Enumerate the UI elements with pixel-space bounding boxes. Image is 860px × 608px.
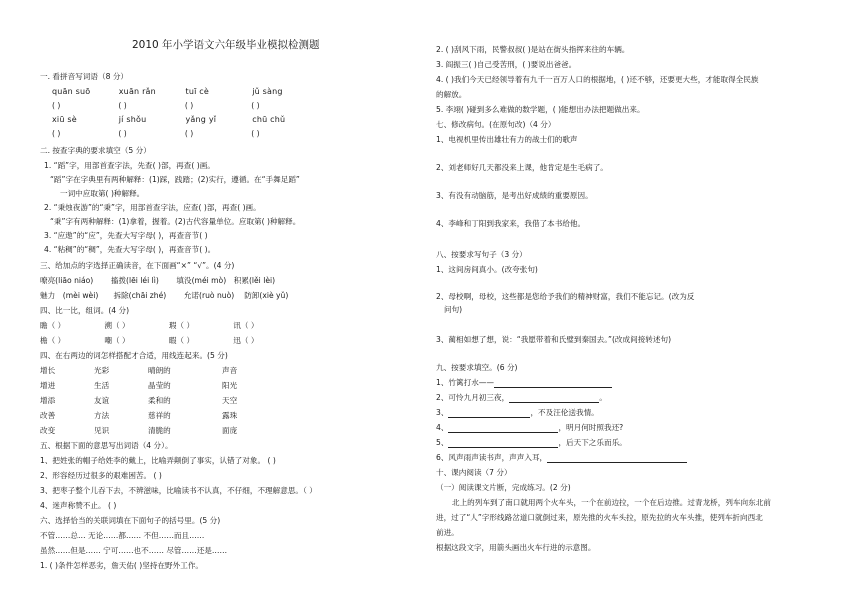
match-word: 见识 (94, 426, 110, 435)
subsection-heading: （一）阅读课文片断，完成练习。(2 分) (436, 483, 571, 492)
match-row (40, 366, 262, 376)
question-line: 1. ( )条件怎样恶劣，詹天佑( )坚持在野外工作。 (40, 561, 204, 570)
reading-paragraph: 根据这段文字，用箭头画出火车行进的示意图。 (436, 543, 596, 552)
question-line: “秉”字有两种解释：(1)拿着，握着。(2)古代容量单位。应取第( )种解释。 (50, 217, 301, 226)
question-line: 1、把姓张的帽子给姓李的戴上，比喻弄颠倒了事实，认错了对象。 ( ) (40, 456, 276, 465)
fill-prompt: 6、风声雨声读书声，声声入耳， (436, 453, 548, 462)
question-line: “蹈”字在字典里有两种解释：(1)踩，践踏；(2)实行，遵循。在“手舞足蹈” (50, 175, 300, 184)
question-line: 1. “蹈”字，用部首查字法，先查( )部，再查( )画。 (44, 161, 215, 170)
compare-item: 瞻（ ） (40, 321, 66, 330)
section-5-heading: 四、在右两边的词怎样搭配才合适，用线连起来。(5 分) (40, 351, 228, 360)
pinyin: jí shǒu (118, 115, 147, 124)
answer-bracket[interactable]: ( ) (52, 101, 61, 110)
match-word: 慈祥的 (148, 411, 171, 420)
match-word: 阳光 (222, 381, 238, 390)
section-11-heading: 十、课内阅读（7 分） (436, 468, 512, 477)
compare-item: 瑕（ ） (168, 321, 195, 330)
fill-line: 2、可怜九月初三夜， 。 (436, 393, 607, 402)
answer-blank[interactable] (509, 394, 599, 403)
fill-line (436, 378, 612, 388)
reading-paragraph: 进，过了“人”字形线路岔道口就倒过来，原先推的火车头拉，原先拉的火车头推，使列车折向西北 (436, 513, 763, 522)
question-line: 3、有没有动脑筋，是考出好成绩的重要原因。 (436, 191, 593, 200)
pinyin: chū chǔ (252, 115, 286, 124)
question-line: 3. 阎振三( )自己受苦刑，( )要说出爸爸。 (436, 60, 577, 69)
compare-item: 溯（ ） (104, 321, 130, 330)
question-line: 3、把枣子整个儿吞下去，不辨滋味，比喻读书不认真，不仔细，不理解意思。（ ） (40, 486, 317, 495)
pinyin: xuān rǎn (118, 87, 156, 96)
answer-blank[interactable] (448, 409, 530, 418)
section-6-heading: 五、根据下面的意思写出词语（4 分）。 (40, 441, 173, 450)
compare-item: 讯（ ） (233, 321, 259, 330)
answer-bracket[interactable]: ( ) (52, 129, 61, 138)
question-line: 3. “应遨”的“应”，先查大写字母( )，再查音节( ) (44, 231, 208, 240)
fill-prompt: 1、竹篱打水—— (436, 378, 494, 387)
match-row (40, 381, 262, 391)
pinyin: yǎng yǐ (185, 115, 217, 124)
answer-bracket[interactable]: ( ) (251, 101, 260, 110)
section-9-heading: 八、按要求写句子（3 分） (436, 250, 527, 259)
question-line: 的解放。 (436, 90, 467, 99)
question-line: 1、电视机里传出雄壮有力的战士们的歌声 (436, 135, 578, 144)
match-word: 声音 (222, 366, 238, 375)
match-row (40, 396, 262, 406)
match-word: 柔和的 (148, 396, 171, 405)
answer-blank[interactable] (547, 454, 687, 463)
pinyin: jǔ sàng (252, 87, 283, 96)
fill-prompt: ，不及汪伦送我情。 (530, 408, 599, 417)
question-line: 4、李峰和丁阳到我家来，我借了本书给他。 (436, 219, 586, 228)
section-8-heading: 七、修改病句。(在原句改)（4 分） (436, 120, 556, 129)
match-row (40, 426, 262, 436)
reading-paragraph: 北上的列车到了南口就用两个火车头，一个在前边拉，一个在后边推。过青龙桥，列车向东北前 (452, 498, 771, 507)
match-word: 晴朗的 (148, 366, 171, 375)
answer-brackets-row-2 (52, 129, 315, 139)
compare-item: 檐（ ） (40, 336, 66, 345)
compare-item: 暇（ ） (168, 336, 195, 345)
pinyin: quān suō (52, 87, 91, 96)
match-word: 露珠 (222, 411, 238, 420)
compare-item: 嘲（ ） (104, 336, 130, 345)
section-10-heading: 九、按要求填空。(6 分) (436, 363, 518, 372)
section-3-heading: 三、给加点的字选择正确读音，在下面画“×” “√”。(4 分) (40, 261, 235, 270)
compare-row-1 (40, 321, 295, 331)
fill-line (436, 438, 627, 448)
match-word: 改善 (40, 411, 56, 420)
pinyin-row-2 (52, 115, 316, 125)
section-1-heading: 一. 看拼音写词语（8 分） (40, 72, 129, 81)
fill-prompt: 5、 (436, 438, 449, 447)
reading-paragraph: 前进。 (436, 528, 459, 537)
match-word: 光彩 (94, 366, 110, 375)
question-line: 4. “粘稠”的“稠”，先查大写字母( )，再查音节( )。 (44, 245, 216, 254)
question-line: 4. ( )我们今天已经领导着有九千一百万人口的根据地，( )还不够，还要更大些，才能取得全民族 (436, 75, 759, 84)
question-line: 魅力 (mèi wèi) 拆除(chāi zhé) 允诺(ruò nuò) 防卸(xiè yǔ) (40, 291, 289, 300)
answer-blank[interactable] (448, 424, 558, 433)
compare-row-2 (40, 336, 295, 346)
question-line: 2. “秉烛夜游”的“秉”字，用部首查字法，应查( )部，再查( )画。 (44, 203, 261, 212)
pinyin: tuī cè (185, 87, 209, 96)
page-title: 2010 年小学语文六年级毕业模拟检测题 (132, 39, 320, 51)
fill-prompt: 2、可怜九月初三夜， (436, 393, 510, 402)
question-line: 4、迷声称赞不止。 ( ) (40, 501, 117, 510)
answer-bracket[interactable]: ( ) (118, 101, 127, 110)
match-word: 增长 (40, 366, 56, 375)
fill-prompt: 4、 (436, 423, 449, 432)
answer-bracket[interactable]: ( ) (184, 129, 194, 138)
answer-bracket[interactable]: ( ) (184, 101, 194, 110)
question-line: 3、蔺相如想了想，说：“我愿带着和氏璧到秦国去。”(改成间接转述句) (436, 335, 672, 344)
question-line: 一词中应取第( )种解释。 (60, 189, 145, 198)
match-word: 天空 (222, 396, 238, 405)
match-word: 改变 (40, 426, 56, 435)
fill-prompt: ，后天下之乐而乐。 (558, 438, 627, 447)
match-word: 增添 (40, 396, 56, 405)
fill-line (436, 453, 687, 463)
match-word: 面庞 (222, 426, 238, 435)
question-line: 2、刘老师好几天都没来上课，他肯定是生毛病了。 (436, 163, 608, 172)
question-line: 不管……总… 无论……都…… 不但……而且…… (40, 531, 205, 540)
fill-prompt: 3、 (436, 408, 449, 417)
section-4-heading: 四、比一比，组词。(4 分) (40, 306, 130, 315)
section-2-heading: 二. 按查字典的要求填空（5 分） (40, 146, 151, 155)
question-line: 嘹亮(liāo niáo) 搐拨(lēi léi lì) 填没(méi mò) 积累(lěi lèi) (40, 276, 276, 285)
answer-bracket[interactable]: ( ) (251, 129, 260, 138)
pinyin-row-1 (52, 87, 316, 97)
fill-line (436, 423, 623, 433)
question-line: 1、这间房间真小。(改夸张句) (436, 265, 538, 274)
match-word: 友谊 (94, 396, 110, 405)
answer-blank[interactable] (494, 379, 612, 388)
fill-line (436, 408, 599, 418)
pinyin: xiū sè (52, 115, 77, 124)
question-line: 问句) (444, 305, 463, 314)
answer-bracket[interactable]: ( ) (118, 129, 127, 138)
answer-brackets-row-1 (52, 101, 315, 111)
match-word: 晶莹的 (148, 381, 171, 390)
match-row (40, 411, 262, 421)
question-line: 2. ( )刮风下雨，民警叔叔( )是站在街头指挥来往的车辆。 (436, 45, 630, 54)
match-word: 增进 (40, 381, 56, 390)
match-word: 方法 (94, 411, 110, 420)
answer-blank[interactable] (448, 439, 558, 448)
match-word: 生活 (94, 381, 110, 390)
question-line: 5. 李翊( )碰到多么难做的数学题，( )能想出办法把题做出来。 (436, 105, 645, 114)
question-line: 虽然……但是…… 宁可……也不…… 尽管……还是…… (40, 546, 228, 555)
question-line: 2、母校啊，母校，这些都是您给予我们的精神财富，我们不能忘记。(改为反 (436, 292, 695, 301)
question-line: 2、形容经历过很多的艰难困苦。 ( ) (40, 471, 162, 480)
fill-prompt: ，明月何时照我还? (558, 423, 624, 432)
match-word: 清脆的 (148, 426, 171, 435)
section-7-heading: 六、选择恰当的关联词填在下面句子的括号里。(5 分) (40, 516, 221, 525)
compare-item: 迅（ ） (233, 336, 259, 345)
